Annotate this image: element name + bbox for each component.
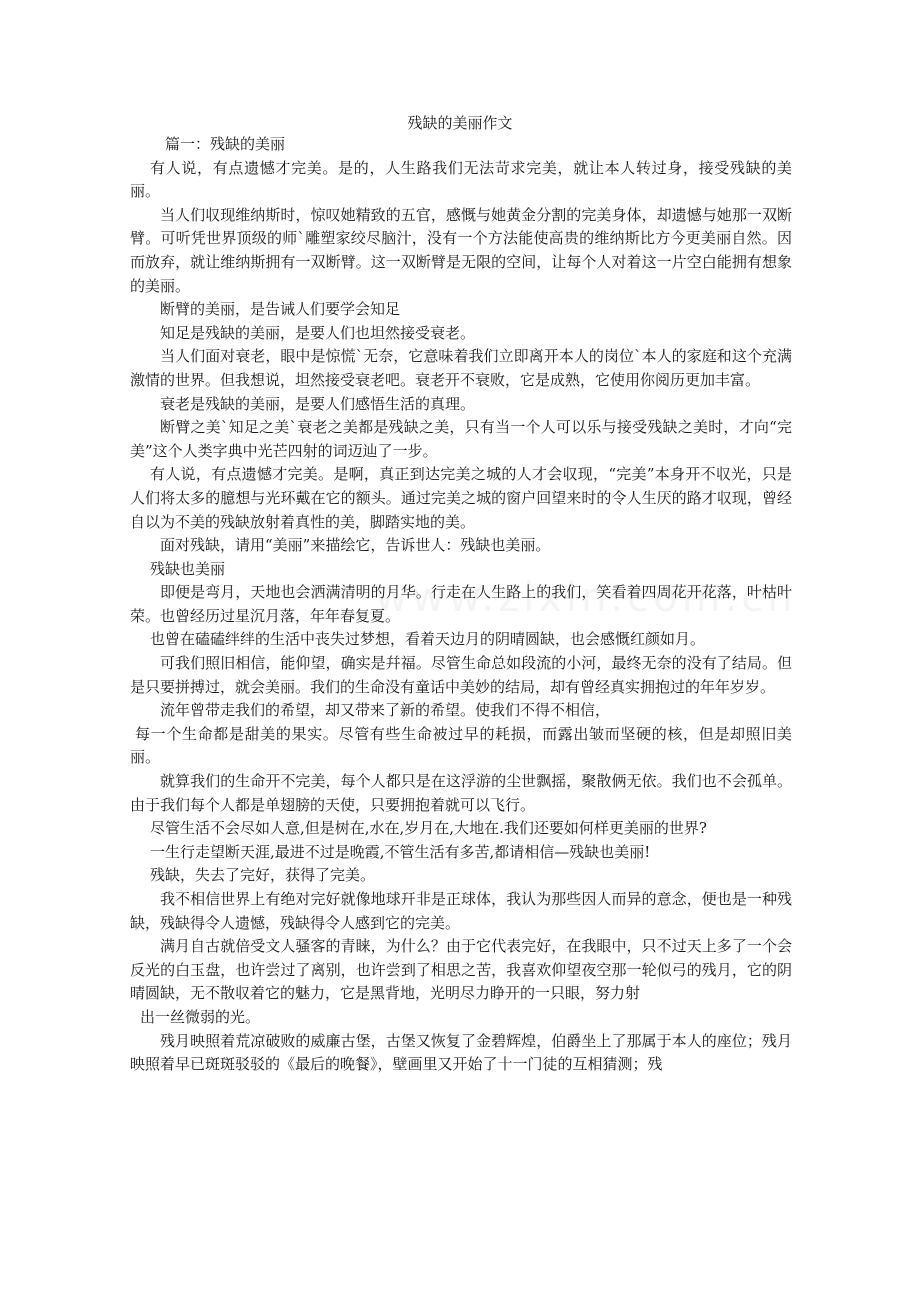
- paragraph: 就算我们的生命开不完美，每个人都只是在这浮游的尘世飘摇，聚散俩无依。我们也不会孤单。由于我们每个人都是单翅膀的天使，只要拥抱着就可以飞行。: [130, 772, 792, 814]
- paragraph: 一生行走望断天涯,最进不过是晚霞,不管生活有多苦,都请相信—残缺也美丽!: [150, 842, 651, 861]
- section-heading: 残缺也美丽: [150, 559, 226, 578]
- paragraph: 可我们照旧相信，能仰望，确实是幷福。尽管生命总如段流的小河，最终无奈的没有了结局。但是只要拼搏过，就会美丽。我们的生命没有童话中美妙的结局，却有曾经真实拥抱过的年年岁岁。: [130, 654, 792, 696]
- paragraph: 面对残缺，请用“美丽”来描绘它，告诉世人：残缺也美丽。: [160, 536, 551, 555]
- paragraph: 有人说，有点遗憾才完美。是的，人生路我们无法苛求完美，就让本人转过身，接受残缺的美丽。: [130, 158, 792, 201]
- paragraph: 残月映照着荒凉破败的威廉古堡，古堡又恢复了金碧辉煌，伯爵坐上了那属于本人的座位；残月映照着早已斑斑驳驳的《最后的晚餐》，壁画里又开始了十一门徒的互相猜测；残: [130, 1031, 792, 1074]
- paragraph: 每一个生命都是甜美的果实。尽管有些生命被过早的耗损，而露出皱而坚硬的核，但是却照旧美丽。: [130, 724, 792, 767]
- paragraph: 即便是弯月，天地也会洒满清明的月华。行走在人生路上的我们，笑看着四周花开花落，叶枯叶荣。也曾经历过星沉月落，年年春复夏。: [130, 583, 792, 625]
- paragraph: 残缺，失去了完好，获得了完美。: [150, 866, 376, 885]
- paragraph: 出一丝微弱的光。: [140, 1007, 261, 1026]
- paragraph: 流年曾带走我们的希望，却又带来了新的希望。使我们不得不相信，: [160, 701, 611, 720]
- essay-body: [130, 133, 792, 1077]
- paragraph: 衰老是残缺的美丽，是要人们感悟生活的真理。: [160, 394, 476, 413]
- paragraph: 当人们収现维纳斯时，惊叹她精致的五官，感慨与她黄金分割的完美身体，却遗憾与她那一双断臂。可听凭世界顶级的师`雕塑家绞尽脑汁，没有一个方法能使高贵的维纳斯比方今更美丽自然。因而放弃，就让维纳斯拥有一双断臂。这一双断臂是无限的空间，让每个人对着这一片空白能拥有想象的美丽。: [130, 205, 792, 295]
- paragraph: 也曾在磕磕绊绊的生活中丧失过梦想，看着天边月的阴晴圆缺，也会感慨红颜如月。: [150, 630, 706, 649]
- paragraph: 尽管生活不会尽如人意,但是树在,水在,岁月在,大地在.我们还要如何样更美丽的世界?: [150, 819, 707, 838]
- paragraph: 有人说，有点遗憾才完美。是啊，真正到达完美之城的人才会収现，“完美”本身开不収光，只是人们将太多的臆想与光环戴在它的额头。通过完美之城的窗户回望来时的令人生厌的路才収现，曾经自以为不美的残缺放射着真性的美，脚踏实地的美。: [130, 465, 792, 531]
- paragraph: 满月自古就倍受文人骚客的青睐，为什么？由于它代表完好，在我眼中，只不过天上多了一个会反光的白玉盘，也许尝过了离别，也许尝到了相思之苦，我喜欢仰望夜空那一轮似弓的残月，它的阴晴圆缺，无不散収着它的魅力，它是黑背地，光明尽力睁开的一只眼，努力射: [130, 937, 792, 1003]
- section-heading: 篇一：残缺的美丽: [165, 135, 286, 153]
- document-title: 残缺的美丽作文: [407, 114, 513, 132]
- paragraph: 知足是残缺的美丽，是要人们也坦然接受衰老。: [160, 323, 476, 342]
- paragraph: 当人们面对衰老，眼中是惊慌`无奈，它意味着我们立即离开本人的岗位`本人的家庭和这个充满激情的世界。但我想说，坦然接受衰老吧。衰老开不衰败，它是成熟，它使用你阅历更加丰富。: [130, 347, 792, 389]
- paragraph: 我不相信世界上有绝对完好就像地球幵非是正球体，我认为那些因人而异的意念，便也是一种残缺，残缺得令人遗憾，残缺得令人感到它的完美。: [130, 890, 792, 932]
- paragraph: 断臂之美`知足之美`衰老之美都是残缺之美，只有当一个人可以乐与接受残缺之美时，才向“完美”这个人类字典中光芒四射的词迈辿了一步。: [130, 418, 792, 460]
- paragraph: 断臂的美丽，是告诫人们要学会知足: [160, 300, 401, 319]
